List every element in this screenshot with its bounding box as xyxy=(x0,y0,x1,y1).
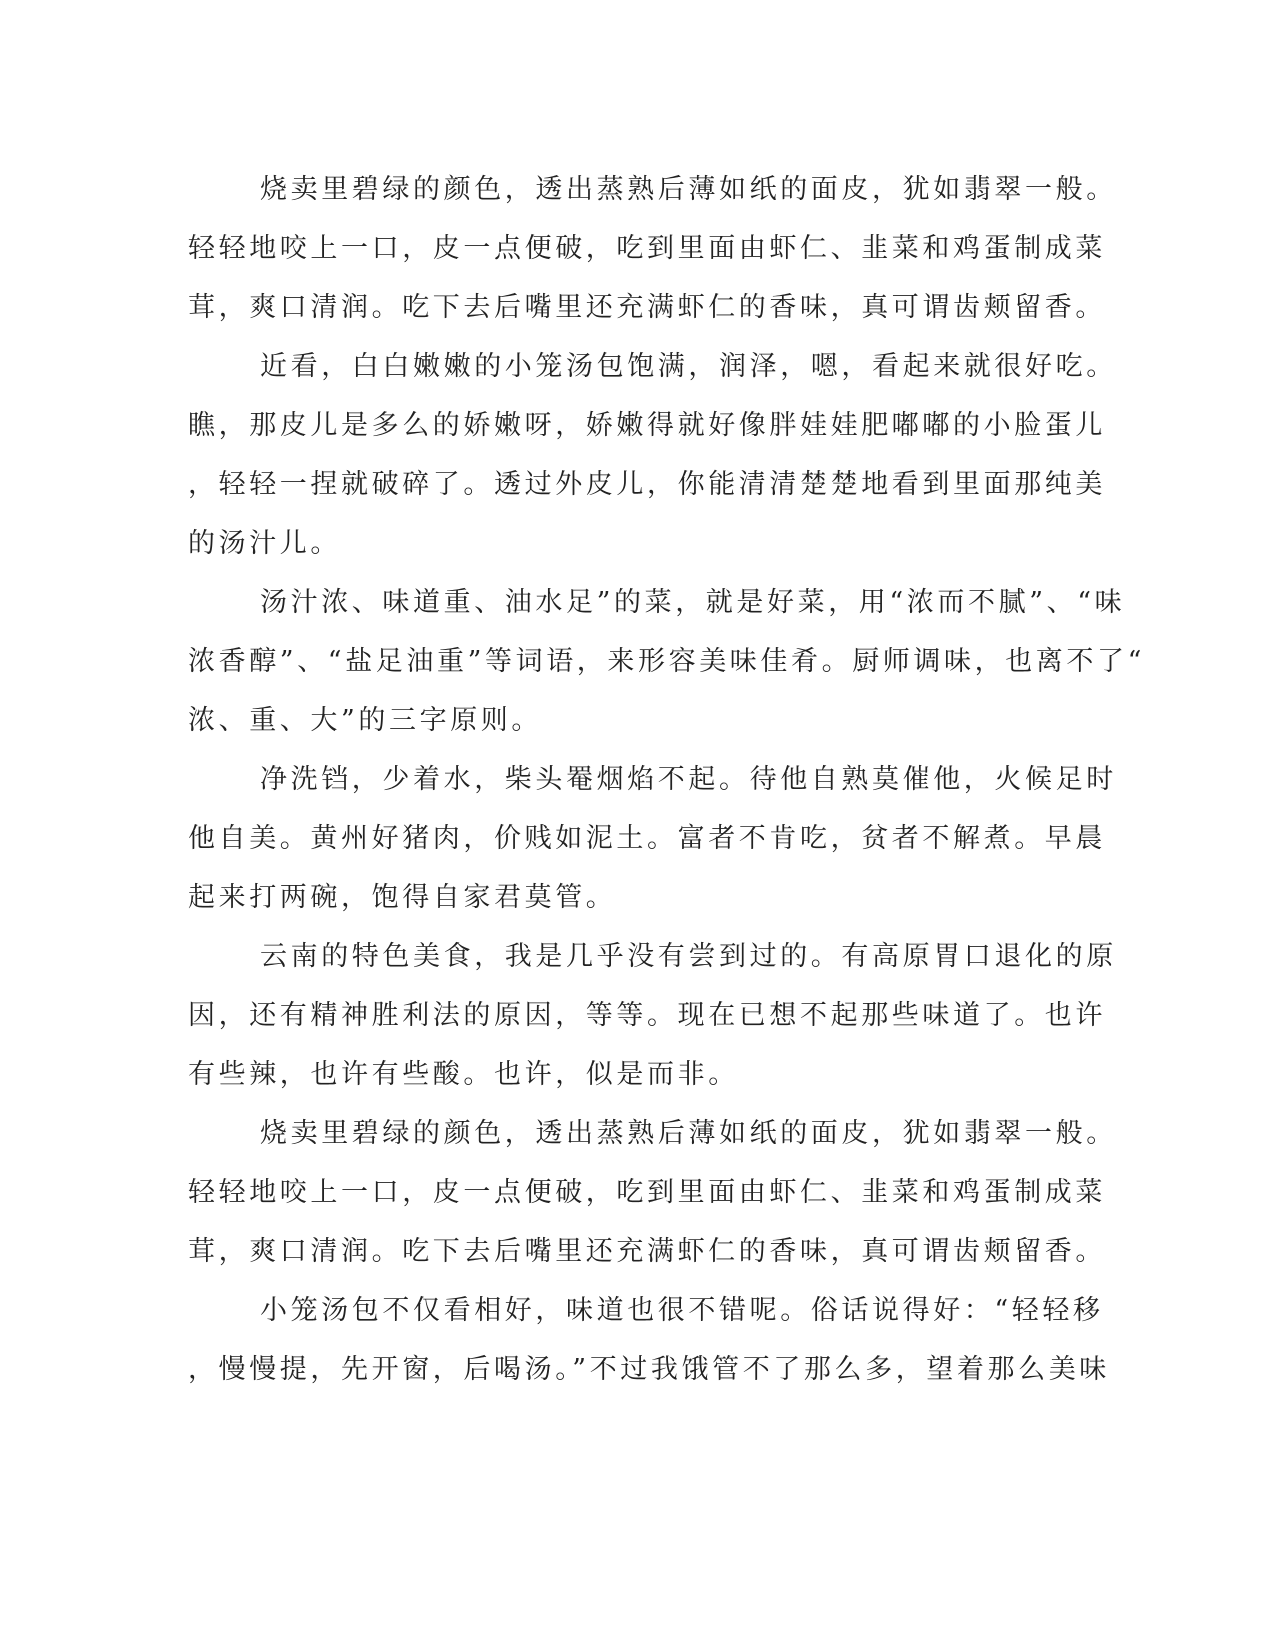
paragraph-line: 他自美。黄州好猪肉，价贱如泥土。富者不肯吃，贫者不解煮。早晨 xyxy=(188,823,1106,854)
paragraph-line: ，轻轻一捏就破碎了。透过外皮儿，你能清清楚楚地看到里面那纯美 xyxy=(188,469,1106,500)
document-body xyxy=(188,160,1146,1399)
paragraph-line: 浓香醇”、“盐足油重”等词语，来形容美味佳肴。厨师调味，也离不了“ xyxy=(188,646,1146,677)
paragraph-5 xyxy=(188,927,1117,1104)
paragraph-1 xyxy=(188,160,1117,337)
paragraph-line: 净洗铛，少着水，柴头罨烟焰不起。待他自熟莫催他，火候足时 xyxy=(260,764,1117,795)
paragraph-line: 的汤汁儿。 xyxy=(188,528,341,559)
paragraph-line: 瞧，那皮儿是多么的娇嫩呀，娇嫩得就好像胖娃娃肥嘟嘟的小脸蛋儿 xyxy=(188,410,1106,441)
paragraph-line: 因，还有精神胜利法的原因，等等。现在已想不起那些味道了。也许 xyxy=(188,1000,1106,1031)
paragraph-line: 轻轻地咬上一口，皮一点便破，吃到里面由虾仁、韭菜和鸡蛋制成菜 xyxy=(188,233,1106,264)
paragraph-6 xyxy=(188,1104,1117,1281)
paragraph-line: 浓、重、大”的三字原则。 xyxy=(188,705,543,736)
paragraph-2 xyxy=(188,337,1117,573)
paragraph-line: 起来打两碗，饱得自家君莫管。 xyxy=(188,882,617,913)
paragraph-line: 烧卖里碧绿的颜色，透出蒸熟后薄如纸的面皮，犹如翡翠一般。 xyxy=(260,1118,1117,1149)
paragraph-line: 烧卖里碧绿的颜色，透出蒸熟后薄如纸的面皮，犹如翡翠一般。 xyxy=(260,174,1117,205)
paragraph-4 xyxy=(188,750,1117,927)
paragraph-line: 汤汁浓、味道重、油水足”的菜，就是好菜，用“浓而不腻”、“味 xyxy=(260,587,1126,618)
paragraph-line: 云南的特色美食，我是几乎没有尝到过的。有高原胃口退化的原 xyxy=(260,941,1117,972)
paragraph-3 xyxy=(188,573,1146,750)
paragraph-line: 近看，白白嫩嫩的小笼汤包饱满，润泽，嗯，看起来就很好吃。 xyxy=(260,351,1117,382)
paragraph-line: 有些辣，也许有些酸。也许，似是而非。 xyxy=(188,1059,739,1090)
paragraph-line: 小笼汤包不仅看相好，味道也很不错呢。俗话说得好：“轻轻移 xyxy=(260,1295,1104,1326)
paragraph-7 xyxy=(188,1281,1110,1399)
paragraph-line: 茸，爽口清润。吃下去后嘴里还充满虾仁的香味，真可谓齿颊留香。 xyxy=(188,1236,1106,1267)
paragraph-line: ，慢慢提，先开窗，后喝汤。”不过我饿管不了那么多，望着那么美味 xyxy=(188,1354,1110,1385)
paragraph-line: 轻轻地咬上一口，皮一点便破，吃到里面由虾仁、韭菜和鸡蛋制成菜 xyxy=(188,1177,1106,1208)
paragraph-line: 茸，爽口清润。吃下去后嘴里还充满虾仁的香味，真可谓齿颊留香。 xyxy=(188,292,1106,323)
